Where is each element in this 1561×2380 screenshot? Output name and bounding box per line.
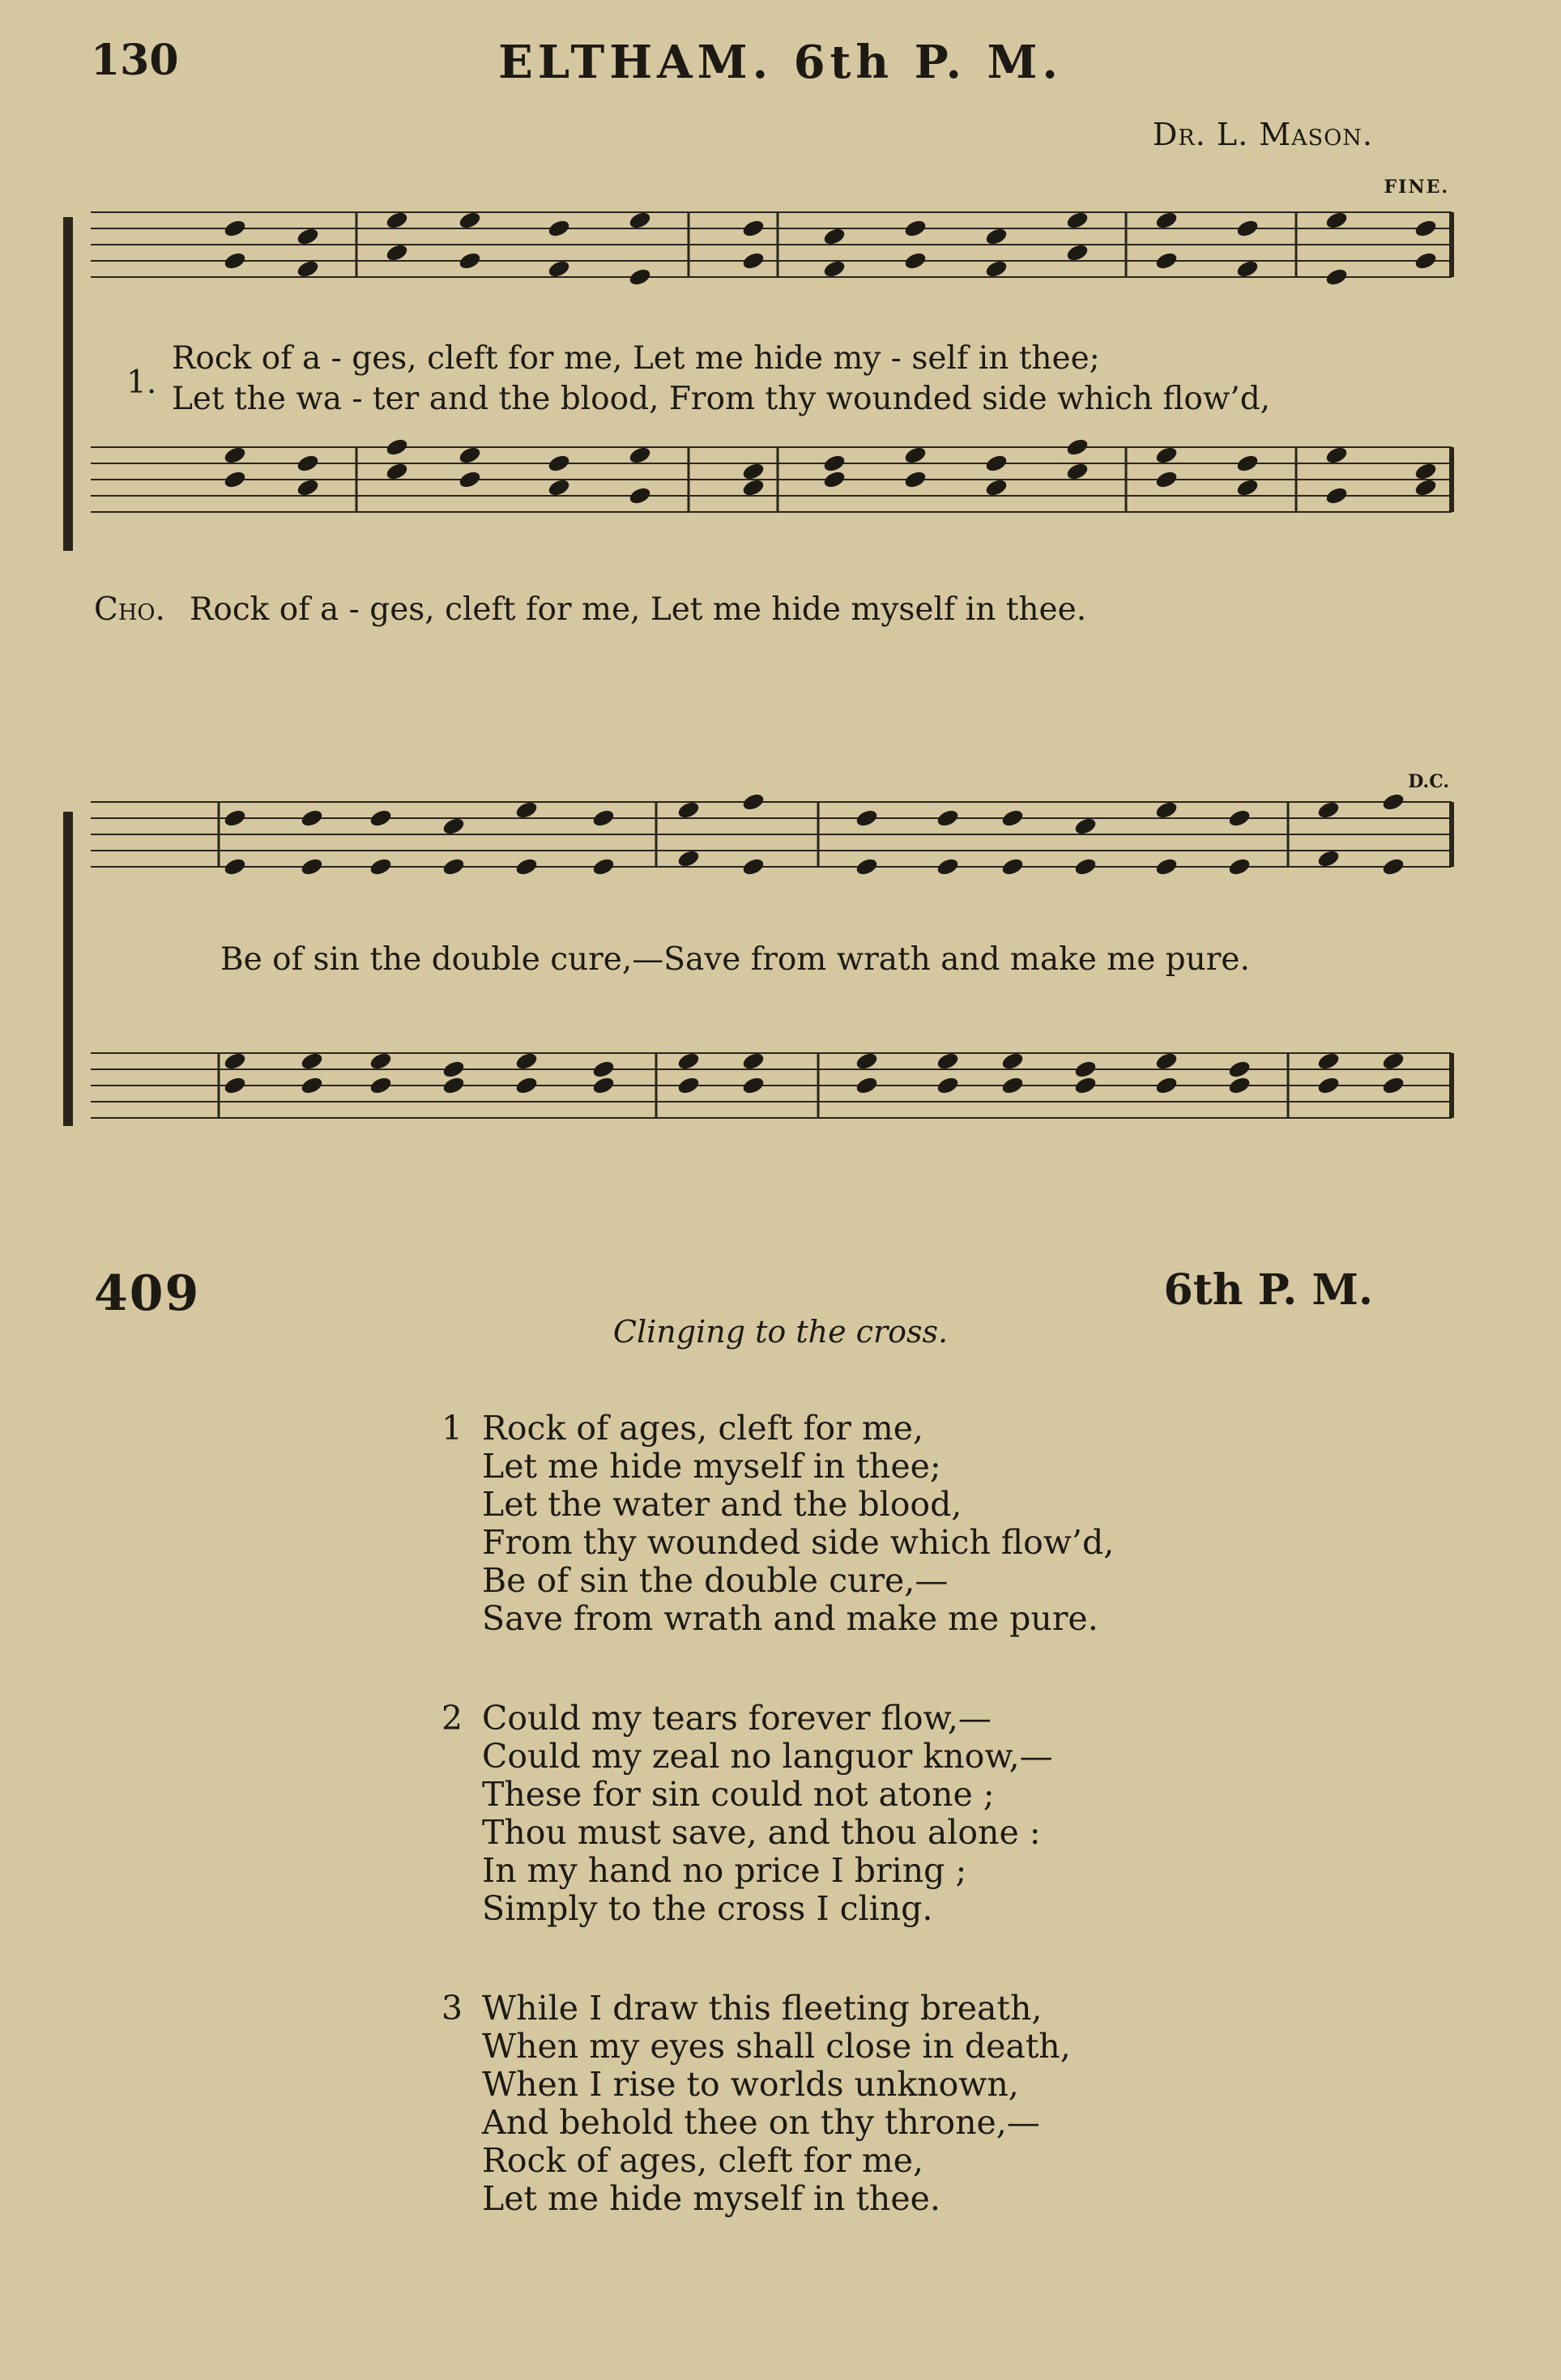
note-head [1065, 437, 1090, 457]
note-head [984, 477, 1009, 497]
note-head [223, 445, 247, 465]
note-head [369, 808, 393, 828]
note-head [385, 437, 409, 457]
note-head [1235, 258, 1260, 279]
stanza-line: In my hand no price I bring ; [482, 1851, 967, 1890]
note-head [1235, 453, 1260, 473]
dc-mark: D.C. [1408, 771, 1449, 792]
fine-mark: FINE. [1384, 177, 1449, 198]
note-head [591, 808, 616, 828]
note-head [441, 1059, 466, 1079]
note-head [676, 1051, 701, 1071]
note-head [1073, 1075, 1098, 1095]
note-head [1154, 250, 1179, 271]
note-head [822, 226, 847, 246]
note-head [369, 1051, 393, 1071]
note-head [223, 469, 247, 489]
note-head [547, 218, 571, 238]
note-head [741, 461, 766, 481]
note-head [1316, 1075, 1341, 1095]
note-head [1324, 210, 1349, 230]
note-head [822, 453, 847, 473]
note-head [741, 1075, 766, 1095]
note-head [458, 469, 482, 489]
note-head [1154, 856, 1179, 877]
note-head [741, 477, 766, 497]
stanza-line: When I rise to worlds unknown, [482, 2065, 1019, 2104]
note-head [1154, 469, 1179, 489]
note-head [855, 1075, 879, 1095]
note-head [514, 1051, 539, 1071]
note-head [300, 808, 324, 828]
note-head [903, 469, 928, 489]
stanza-number: 2 [441, 1699, 463, 1738]
note-head [1316, 800, 1341, 820]
note-head [855, 808, 879, 828]
note-head [441, 1075, 466, 1095]
note-head [822, 469, 847, 489]
note-head [441, 856, 466, 877]
note-head [1381, 856, 1405, 877]
stanza-2 [441, 1700, 1053, 1928]
stanza-3 [441, 1990, 1071, 2218]
note-head [1073, 816, 1098, 836]
note-head [296, 477, 320, 497]
note-head [385, 210, 409, 230]
note-head [903, 250, 928, 271]
note-head [1154, 800, 1179, 820]
note-head [514, 1075, 539, 1095]
note-head [458, 210, 482, 230]
note-head [628, 267, 652, 287]
page-number: 130 [91, 36, 179, 85]
note-head [223, 1075, 247, 1095]
note-head [1324, 445, 1349, 465]
note-head [1000, 808, 1025, 828]
stanza-line: Could my zeal no languor know,— [482, 1737, 1053, 1776]
stanza-line: Let me hide myself in thee. [482, 2179, 940, 2218]
note-head [1414, 461, 1438, 481]
note-head [936, 1075, 960, 1095]
note-head [1414, 218, 1438, 238]
stanza-line: Save from wrath and make me pure. [482, 1599, 1098, 1638]
note-head [903, 445, 928, 465]
section2-lyric: Be of sin the double cure,—Save from wrath and make me pure. [220, 941, 1250, 978]
note-head [628, 485, 652, 505]
note-head [1154, 210, 1179, 230]
note-head [591, 1075, 616, 1095]
note-head [591, 1059, 616, 1079]
note-head [547, 477, 571, 497]
note-head [1316, 1051, 1341, 1071]
note-head [984, 453, 1009, 473]
stanza-line: Let the water and the blood, [482, 1485, 962, 1524]
note-head [385, 242, 409, 262]
note-head [223, 856, 247, 877]
note-head [1000, 856, 1025, 877]
note-head [1154, 1051, 1179, 1071]
note-head [300, 1075, 324, 1095]
note-head [1065, 210, 1090, 230]
note-head [296, 258, 320, 279]
note-head [741, 856, 766, 877]
note-head [1324, 485, 1349, 505]
note-head [385, 461, 409, 481]
note-head [1227, 808, 1252, 828]
note-head [300, 856, 324, 877]
note-head [1227, 856, 1252, 877]
note-head [369, 856, 393, 877]
chorus-lyric: Rock of a - ges, cleft for me, Let me hide myself in thee. [190, 591, 1087, 628]
note-head [628, 210, 652, 230]
stanza-1 [441, 1410, 1114, 1638]
note-head [223, 808, 247, 828]
note-head [1073, 856, 1098, 877]
note-head [1235, 218, 1260, 238]
hymn-subtitle: Clinging to the cross. [612, 1314, 949, 1350]
note-head [1235, 477, 1260, 497]
note-head [458, 445, 482, 465]
note-head [1000, 1051, 1025, 1071]
note-head [514, 856, 539, 877]
note-head [547, 453, 571, 473]
note-head [676, 800, 701, 820]
note-head [676, 848, 701, 868]
note-head [741, 250, 766, 271]
note-head [1154, 445, 1179, 465]
note-head [1065, 461, 1090, 481]
note-head [223, 250, 247, 271]
stanza-line: Simply to the cross I cling. [482, 1889, 933, 1928]
note-head [1381, 1051, 1405, 1071]
note-head [855, 856, 879, 877]
note-head [296, 226, 320, 246]
note-head [741, 1051, 766, 1071]
hymn-number: 409 [94, 1265, 201, 1322]
note-head [1000, 1075, 1025, 1095]
music-score [0, 0, 1561, 1150]
note-head [1065, 242, 1090, 262]
note-head [903, 218, 928, 238]
stanza-line: Could my tears forever flow,— [482, 1699, 992, 1738]
note-head [936, 856, 960, 877]
note-head [855, 1051, 879, 1071]
note-head [741, 791, 766, 812]
note-head [223, 218, 247, 238]
stanza-line: While I draw this fleeting breath, [482, 1989, 1043, 2028]
stanza-line: Rock of ages, cleft for me, [482, 2141, 924, 2180]
note-head [296, 453, 320, 473]
stanza-line: Rock of ages, cleft for me, [482, 1409, 924, 1448]
note-head [369, 1075, 393, 1095]
stanza-line: Be of sin the double cure,— [482, 1561, 949, 1600]
note-head [1316, 848, 1341, 868]
note-head [591, 856, 616, 877]
stanza-line: When my eyes shall close in death, [482, 2027, 1071, 2066]
note-head [1414, 477, 1438, 497]
note-head [936, 808, 960, 828]
stanza-line: These for sin could not atone ; [482, 1775, 995, 1814]
note-head [547, 258, 571, 279]
note-head [1381, 791, 1405, 812]
note-head [223, 1051, 247, 1071]
note-head [822, 258, 847, 279]
note-head [1227, 1075, 1252, 1095]
stanza-line: Thou must save, and thou alone : [482, 1813, 1041, 1852]
note-head [628, 445, 652, 465]
verse-number: 1. [126, 365, 157, 401]
stanza-number: 3 [441, 1989, 463, 2028]
note-head [741, 218, 766, 238]
tune-title: ELTHAM. 6th P. M. [498, 36, 1063, 89]
note-head [1414, 250, 1438, 271]
note-head [984, 226, 1009, 246]
note-head [1381, 1075, 1405, 1095]
note-head [458, 250, 482, 271]
lyric-line-2: Let the wa - ter and the blood, From thy wounded side which flow’d, [172, 381, 1271, 417]
note-head [1154, 1075, 1179, 1095]
note-head [300, 1051, 324, 1071]
chorus-label: Cho. [94, 591, 165, 628]
note-head [676, 1075, 701, 1095]
note-head [984, 258, 1009, 279]
stanza-line: And behold thee on thy throne,— [482, 2103, 1040, 2142]
hymn-meter: 6th P. M. [1163, 1265, 1373, 1315]
stanza-line: From thy wounded side which flow’d, [482, 1523, 1115, 1562]
stanza-number: 1 [441, 1409, 463, 1448]
note-head [1227, 1059, 1252, 1079]
stanza-line: Let me hide myself in thee; [482, 1447, 941, 1486]
lyric-line-1: Rock of a - ges, cleft for me, Let me hide my - self in thee; [172, 340, 1100, 377]
note-head [441, 816, 466, 836]
note-head [936, 1051, 960, 1071]
note-head [514, 800, 539, 820]
note-head [1073, 1059, 1098, 1079]
note-head [1324, 267, 1349, 287]
composer: Dr. L. Mason. [1152, 117, 1373, 152]
